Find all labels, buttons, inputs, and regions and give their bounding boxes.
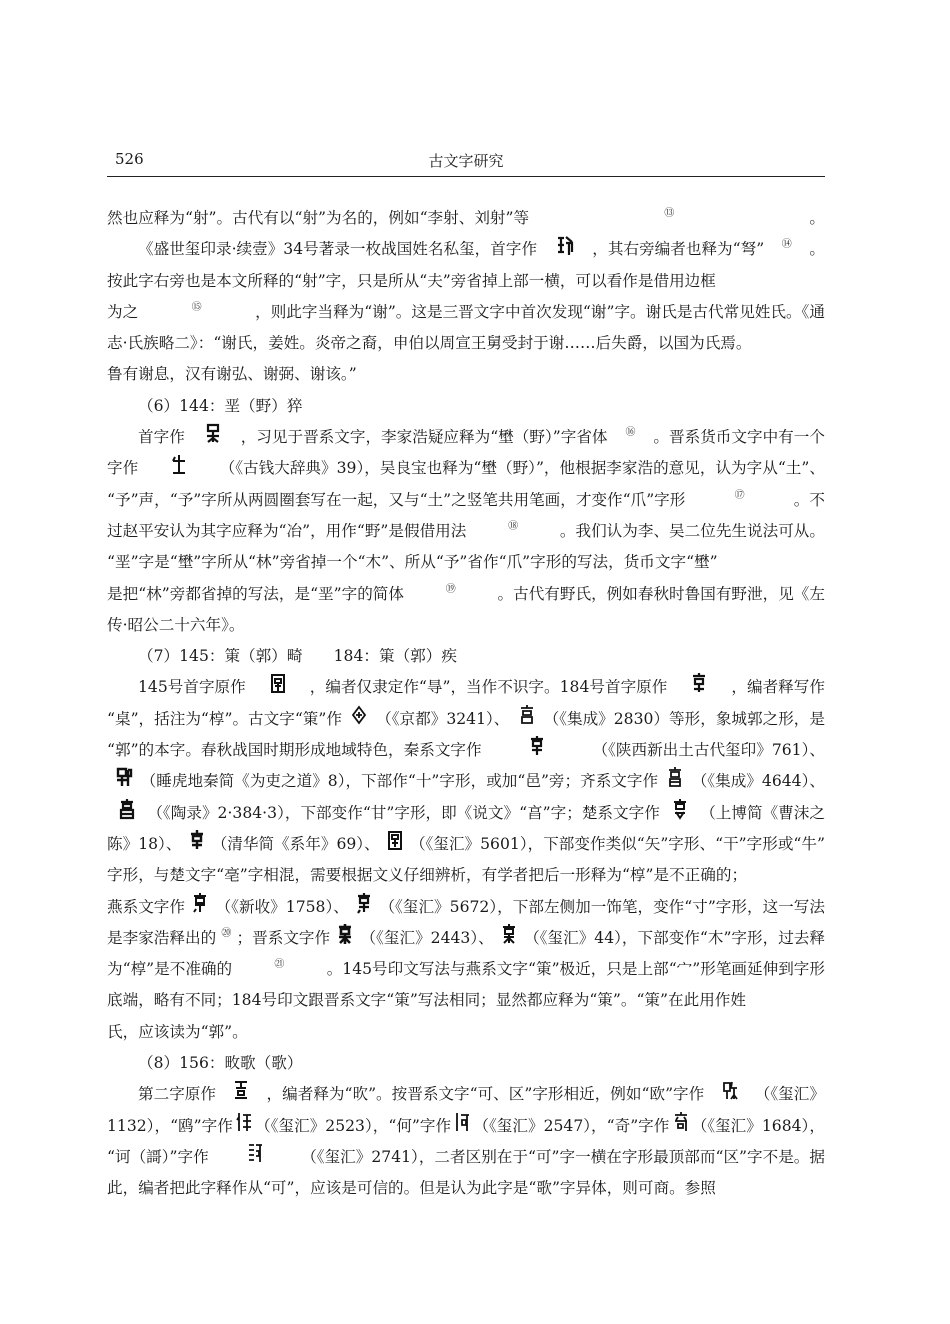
seal-glyph-icon	[671, 798, 689, 820]
text-line: 字形，与楚文字“亳”字相混，需要根据文义仔细辨析，有学者把后一形释为“椁”是不正确的；	[107, 866, 748, 885]
body-text	[107, 203, 825, 1205]
text-line: “予”声，“予”字所从两圆圈套写在一起，又与“土”之竖笔共用笔画，才变作“爪”字形 ⑰ 。不	[107, 489, 825, 509]
text-line: 传·昭公二十六年》。	[107, 615, 245, 634]
text-line: 然也应释为“射”。古代有以“射”为名的，例如“李射、刘射”等 ⑬ 。	[107, 208, 825, 227]
text-line: 为之 ⑮ ，则此字当释为“谢”。这是三晋文字中首次发现“谢”字。谢氏是古代常见姓氏。《通	[107, 301, 825, 321]
text-line: 为“椁”是不准确的 ㉑ 。145号印文写法与燕系文字“䇿”极近，只是上部“宀”形笔画延伸到字形	[107, 959, 825, 979]
seal-glyph-icon	[336, 923, 354, 945]
seal-glyph-icon	[246, 1142, 264, 1164]
text-line: 鲁有谢息，汉有谢弘、谢弼、谢该。”	[107, 365, 357, 384]
seal-glyph-icon	[232, 1079, 250, 1101]
text-line: 《盛世玺印录·续壹》34号著录一枚战国姓名私玺，首字作 ，其右旁编者也释为“弩” ⑭ 。	[107, 234, 825, 265]
seal-glyph-icon	[556, 234, 574, 256]
text-line: 第二字原作 ，编者释为“欥”。按晋系文字“可、区”字形相近，例如“欧”字作 （《玺汇》	[107, 1079, 825, 1110]
seal-glyph-icon	[386, 829, 404, 851]
seal-glyph-icon	[690, 672, 708, 694]
text-line: 首字作 ，习见于晋系文字，李家浩疑应释为“壄（野）”字省体 ⑯ 。晋系货币文字中有一个	[107, 422, 825, 453]
seal-glyph-icon	[721, 1079, 739, 1101]
text-line: 字作 （《古钱大辞典》39），吴良宝也释为“壄（野）”，他根据李家浩的意见，认为字从“土”、	[107, 453, 825, 484]
seal-glyph-icon	[235, 1111, 253, 1133]
text-line: 是把“林”旁都省掉的写法，是“垩”字的简体 ⑲ 。古代有野氏，例如春秋时鲁国有野泄，见《左	[107, 583, 825, 603]
seal-glyph-icon	[118, 798, 136, 820]
seal-glyph-icon	[453, 1111, 471, 1133]
seal-glyph-icon	[191, 892, 209, 914]
text-line: 底端，略有不同；184号印文跟晋系文字“䇿”写法相同；显然都应释为“䇿”。“䇿”在此用作姓	[107, 991, 746, 1010]
section-heading: （8）156：畋歌（歌）	[138, 1054, 303, 1073]
text-line: （睡虎地秦简《为吏之道》8），下部作“十”字形，或加“邑”旁；齐系文字作 （《集成》4644）、	[107, 766, 825, 797]
seal-glyph-icon	[528, 735, 546, 757]
text-line: 燕系文字作 （《新收》1758）、 （《玺汇》5672），下部左侧加一饰笔，变作“寸”字形，这一写法	[107, 892, 825, 923]
text-line: 1132），“鸥”字作 （《玺汇》2523），“何”字作 （《玺汇》2547），“奇”字作 （《玺汇》1684），	[107, 1111, 825, 1142]
text-line: “垩”字是“壄”字所从“林”旁省掉一个“木”、所从“予”省作“爪”字形的写法，货币文字“壄”	[107, 553, 718, 572]
seal-glyph-icon	[355, 892, 373, 914]
seal-glyph-icon	[518, 704, 536, 726]
text-line: 氏，应该读为“郭”。	[107, 1022, 248, 1041]
text-line: “诃（謌）”字作 （《玺汇》2741），二者区别在于“可”字一横在字形最顶部而“区”字不是。据	[107, 1142, 825, 1173]
header-rule	[107, 176, 825, 177]
seal-glyph-icon	[666, 766, 684, 788]
text-line: 是李家浩释出的 ⑳ ；晋系文字作 （《玺汇》2443）、 （《玺汇》44），下部变作“木”字形，过去释	[107, 923, 825, 954]
text-line: 过赵平安认为其字应释为“冶”，用作“野”是假借用法 ⑱ 。我们认为李、吴二位先生说法可从。	[107, 520, 825, 540]
text-line: 志·氏族略二》：“谢氏，姜姓。炎帝之裔，申伯以周宣王舅受封于谢……后失爵，以国为氏焉。	[107, 334, 752, 353]
seal-glyph-icon	[188, 829, 206, 851]
seal-glyph-icon	[672, 1111, 690, 1133]
text-line: “桌”，括注为“椁”。古文字“䇿”作 （《京都》3241）、 （《集成》2830）等形，象城郭之形，是	[107, 704, 825, 735]
seal-glyph-icon	[500, 923, 518, 945]
seal-glyph-icon	[269, 672, 287, 694]
text-line: （《陶录》2·384·3），下部变作“甘”字形，即《说文》“亯”字；楚系文字作 （上博简《曹沫之	[107, 798, 825, 829]
text-line: 此，编者把此字释作从“可”，应该是可信的。但是认为此字是“歌”字异体，则可商。参照	[107, 1179, 716, 1198]
running-header	[107, 150, 825, 178]
text-line: 按此字右旁也是本文所释的“射”字，只是所从“夫”旁省掉上部一横，可以看作是借用边框	[107, 271, 716, 290]
text-line: 145号首字原作 ，编者仅隶定作“㝵”，当作不识字。184号首字原作 ，编者释写作	[107, 672, 825, 703]
seal-glyph-icon	[350, 704, 368, 726]
seal-glyph-icon	[204, 422, 222, 444]
section-heading: （6）144：垩（野）猝	[138, 396, 303, 415]
text-line: 陈》18）、 （清华简《系年》69）、 （《玺汇》5601），下部变作类似“矢”字形、“干”字形或“牛”	[107, 829, 825, 860]
seal-glyph-icon	[115, 766, 133, 788]
section-heading: （7）145：䇿（郭）畸 184：䇿（郭）疾	[138, 647, 457, 666]
running-title: 古文字研究	[428, 152, 504, 170]
seal-glyph-icon	[170, 453, 188, 475]
page-number: 526	[115, 150, 144, 168]
text-line: “郭”的本字。春秋战国时期形成地域特色，秦系文字作 （《陕西新出土古代玺印》761）、	[107, 735, 825, 766]
